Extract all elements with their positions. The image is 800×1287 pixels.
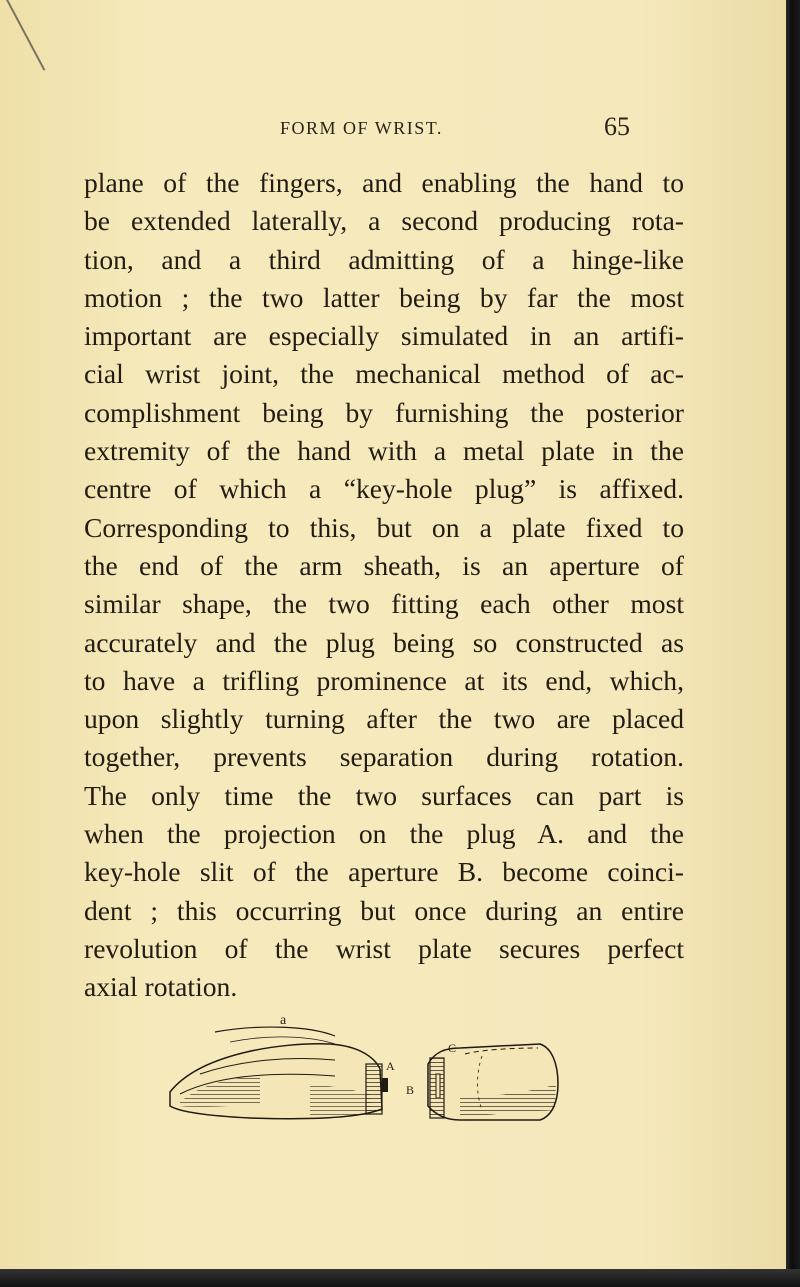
arm-sheath-drawing <box>428 1044 558 1120</box>
wrist-joint-illustration <box>160 1014 600 1124</box>
text-line: extremity of the hand with a metal plate in the <box>84 435 684 467</box>
text-line: axial rotation. <box>84 971 238 1003</box>
text-line: similar shape, the two fitting each other most <box>84 588 684 620</box>
text-line: centre of which a “key-hole plug” is affixed. <box>84 473 684 505</box>
label-A: A <box>386 1059 395 1073</box>
text-line: dent ; this occurring but once during an entire <box>84 894 684 926</box>
text-line: be extended laterally, a second producing rota- <box>84 205 684 237</box>
text-line: The only time the two surfaces can part is <box>84 779 684 811</box>
text-line: the end of the arm sheath, is an aperture of <box>84 549 684 581</box>
label-B: B <box>406 1083 415 1097</box>
running-head <box>0 112 800 142</box>
label-C: C <box>448 1041 457 1055</box>
text-line: Corresponding to this, but on a plate fixed to <box>84 511 684 543</box>
text-line: revolution of the wrist plate secures perfect <box>84 932 684 964</box>
text-line: complishment being by furnishing the posterior <box>84 396 684 428</box>
text-line: motion ; the two latter being by far the most <box>84 281 684 313</box>
book-edge-bottom <box>0 1269 800 1287</box>
text-line: plane of the fingers, and enabling the hand to <box>84 167 684 198</box>
hand-plate-drawing <box>170 1027 388 1119</box>
text-line: together, prevents separation during rotation. <box>84 741 684 773</box>
body-text <box>84 164 684 1007</box>
text-line: cial wrist joint, the mechanical method of ac- <box>84 358 684 390</box>
text-line: to have a trifling prominence at its end, which, <box>84 664 684 696</box>
page-number: 65 <box>604 112 630 141</box>
text-line: tion, and a third admitting of a hinge-like <box>84 243 684 275</box>
text-line: important are especially simulated in an artifi- <box>84 320 684 352</box>
text-line: key-hole slit of the aperture B. become coinci- <box>84 856 684 888</box>
book-edge-right <box>786 0 800 1287</box>
page-corner-crease <box>6 0 45 71</box>
text-line: upon slightly turning after the two are placed <box>84 703 684 735</box>
label-a: a <box>280 1014 287 1028</box>
running-head-title: FORM OF WRIST. <box>280 118 443 138</box>
text-line: when the projection on the plug A. and the <box>84 818 684 850</box>
text-line: accurately and the plug being so constructed as <box>84 626 684 658</box>
